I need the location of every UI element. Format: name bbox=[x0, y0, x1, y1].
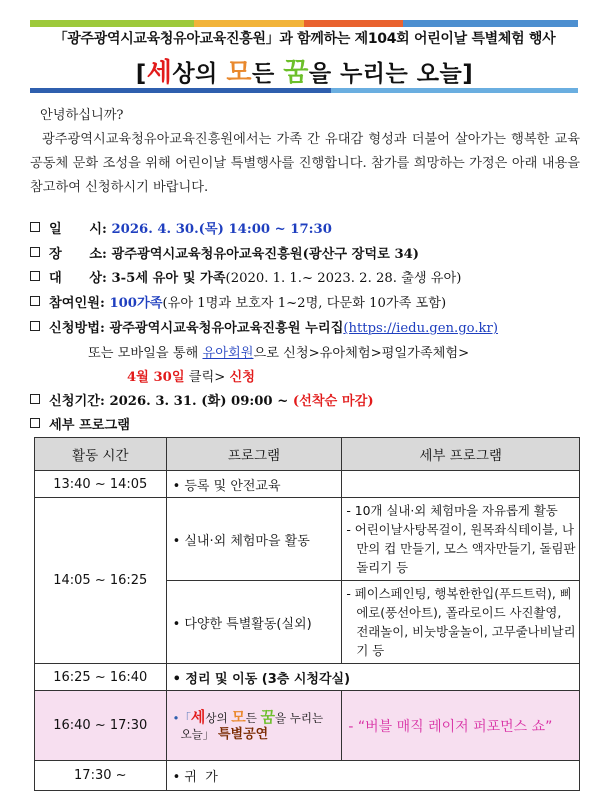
info-period: 신청기간: 2026. 3. 31. (화) 09:00 ~ (선착순 마감) bbox=[30, 390, 374, 410]
title-char-kkum: 꿈 bbox=[283, 58, 309, 88]
info-value: 2026. 3. 31. (화) 09:00 ~ bbox=[109, 394, 293, 409]
info-label: 세부 프로그램 bbox=[49, 418, 131, 433]
click-end: 신청 bbox=[229, 370, 256, 385]
event-title bbox=[0, 52, 609, 89]
title-part-2: 든 bbox=[252, 61, 284, 87]
info-note: (선착순 마감) bbox=[292, 394, 374, 409]
program-char-se: 세 bbox=[190, 707, 206, 726]
table-cell-detail bbox=[342, 498, 580, 581]
table-header-row bbox=[35, 438, 580, 471]
title-bracket-close: ] bbox=[462, 61, 474, 87]
info-target: 대 상: 3-5세 유아 및 가족(2020. 1. 1.~ 2023. 2. 28. 출생 유아) bbox=[30, 267, 461, 287]
method-alt-suffix: 으로 신청>유아체험>평일가족체험> bbox=[253, 346, 470, 361]
info-count: 참여인원: 100가족(유아 1명과 보호자 1~2명, 다문화 10가족 포함) bbox=[30, 292, 446, 312]
bar-segment-green bbox=[30, 20, 194, 27]
detail-item: - 어린이날사탕목걸이, 원목좌식테이블, 나만의 컵 만들기, 모스 액자만들기, 돌림판 돌리기 등 bbox=[346, 522, 576, 575]
detail-item: - 페이스페인팅, 행복한한입(푸드트럭), 삐에로(풍선아트), 폴라로이드 사진촬영, 전래놀이, 비눗방울놀이, 고무줄나비날리기 등 bbox=[346, 586, 576, 658]
table-header: 프로그램 bbox=[166, 438, 342, 471]
info-detail-heading bbox=[30, 414, 130, 434]
info-method-alt bbox=[88, 342, 469, 362]
info-label: 참여인원 bbox=[49, 296, 100, 311]
info-label: 대 상 bbox=[49, 271, 103, 286]
bar-segment-orange bbox=[304, 20, 403, 27]
detail-item: - 10개 실내·외 체험마을 자유롭게 활동 bbox=[346, 503, 558, 518]
info-date: 일 시: 2026. 4. 30.(목) 14:00 ~ 17:30 bbox=[30, 218, 332, 238]
table-cell-program: • 정리 및 이동 (3층 시청각실) bbox=[166, 664, 579, 691]
info-method-click bbox=[127, 366, 255, 386]
table-cell-detail: - “버블 매직 레이저 퍼포먼스 쇼” bbox=[342, 691, 580, 761]
info-value: 100가족 bbox=[109, 296, 163, 311]
member-link[interactable]: 유아회원 bbox=[202, 346, 254, 361]
table-header: 세부 프로그램 bbox=[342, 438, 580, 471]
bar-segment-dark-blue bbox=[30, 88, 331, 93]
program-performance: 특별공연 bbox=[217, 726, 269, 742]
bar-segment-yellow bbox=[194, 20, 304, 27]
info-label: 신청방법 bbox=[49, 321, 100, 336]
title-part-3: 을 누리는 오늘 bbox=[308, 61, 463, 87]
program-table bbox=[34, 437, 580, 791]
title-part-1: 상의 bbox=[172, 61, 227, 87]
checkbox-bullet-icon bbox=[30, 394, 40, 404]
click-date: 4월 30일 bbox=[127, 370, 185, 385]
program-part: 든 bbox=[245, 710, 261, 725]
table-cell-program: • 등록 및 안전교육 bbox=[166, 471, 342, 498]
title-bracket-open: [ bbox=[135, 61, 147, 87]
info-note: (유아 1명과 보호자 1~2명, 다문화 10가족 포함) bbox=[162, 296, 447, 311]
checkbox-bullet-icon bbox=[30, 271, 40, 281]
table-row bbox=[35, 691, 580, 761]
info-value: 3-5세 유아 및 가족 bbox=[111, 271, 226, 286]
info-note: (2020. 1. 1.~ 2023. 2. 28. 출생 유아) bbox=[225, 271, 462, 286]
program-char-mo: 모 bbox=[231, 707, 246, 726]
table-row bbox=[35, 761, 580, 791]
table-row bbox=[35, 471, 580, 498]
checkbox-bullet-icon bbox=[30, 247, 40, 257]
intro-paragraph: 광주광역시교육청유아교육진흥원에서는 가족 간 유대감 형성과 더불어 살아가는 행복한 교육공동체 문화 조성을 위해 어린이날 특별행사를 진행합니다. 참가를 희망하는 가정은 아래 내용을 참고하여 신청하시기 바랍니다. bbox=[30, 132, 580, 195]
table-cell-time: 14:05 ~ 16:25 bbox=[35, 498, 167, 664]
header-bottom-bar bbox=[30, 88, 578, 93]
table-cell-program: • 실내·외 체험마을 활동 bbox=[166, 498, 342, 581]
program-part: 오늘」 bbox=[180, 726, 215, 741]
info-value: 광주광역시교육청유아교육진흥원(광산구 장덕로 34) bbox=[111, 247, 420, 262]
table-cell-program: • 다양한 특별활동(실외) bbox=[166, 581, 342, 664]
click-mid: 클릭> bbox=[184, 370, 230, 385]
table-cell-time: 13:40 ~ 14:05 bbox=[35, 471, 167, 498]
program-part: 을 누리는 bbox=[275, 710, 324, 725]
info-method: 신청방법: 광주광역시교육청유아교육진흥원 누리집(https://iedu.gen.go.kr) bbox=[30, 317, 498, 337]
table-cell-detail bbox=[342, 471, 580, 498]
website-link[interactable]: (https://iedu.gen.go.kr) bbox=[343, 321, 498, 336]
info-label: 신청기간 bbox=[49, 394, 100, 409]
program-prefix: •「 bbox=[172, 710, 191, 725]
program-char-kkum: 꿈 bbox=[260, 707, 276, 726]
table-cell-program: • 귀 가 bbox=[166, 761, 579, 791]
bar-segment-blue bbox=[403, 20, 578, 27]
checkbox-bullet-icon bbox=[30, 418, 40, 428]
method-alt-prefix: 또는 모바일을 통해 bbox=[88, 346, 203, 361]
header-top-bar bbox=[30, 20, 578, 27]
event-subtitle: 「광주광역시교육청유아교육진흥원」과 함께하는 제104회 어린이날 특별체험 행사 bbox=[53, 31, 556, 47]
info-label: 일 시 bbox=[49, 222, 103, 237]
table-header: 활동 시간 bbox=[35, 438, 167, 471]
checkbox-bullet-icon bbox=[30, 222, 40, 232]
bar-segment-light-blue bbox=[331, 88, 578, 93]
table-row bbox=[35, 664, 580, 691]
table-row bbox=[35, 498, 580, 581]
info-place: 장 소: 광주광역시교육청유아교육진흥원(광산구 장덕로 34) bbox=[30, 243, 419, 263]
title-char-se: 세 bbox=[146, 58, 173, 88]
table-cell-time: 16:40 ~ 17:30 bbox=[35, 691, 167, 761]
info-value: 광주광역시교육청유아교육진흥원 누리집 bbox=[109, 321, 344, 336]
table-cell-detail bbox=[342, 581, 580, 664]
table-cell-time: 16:25 ~ 16:40 bbox=[35, 664, 167, 691]
checkbox-bullet-icon bbox=[30, 321, 40, 331]
info-value: 2026. 4. 30.(목) 14:00 ~ 17:30 bbox=[111, 222, 332, 237]
info-label: 장 소 bbox=[49, 247, 103, 262]
program-part: 상의 bbox=[205, 710, 232, 725]
greeting: 안녕하십니까? bbox=[40, 108, 124, 123]
table-cell-time: 17:30 ~ bbox=[35, 761, 167, 791]
title-char-mo: 모 bbox=[226, 58, 252, 88]
checkbox-bullet-icon bbox=[30, 296, 40, 306]
table-cell-program bbox=[166, 691, 342, 761]
